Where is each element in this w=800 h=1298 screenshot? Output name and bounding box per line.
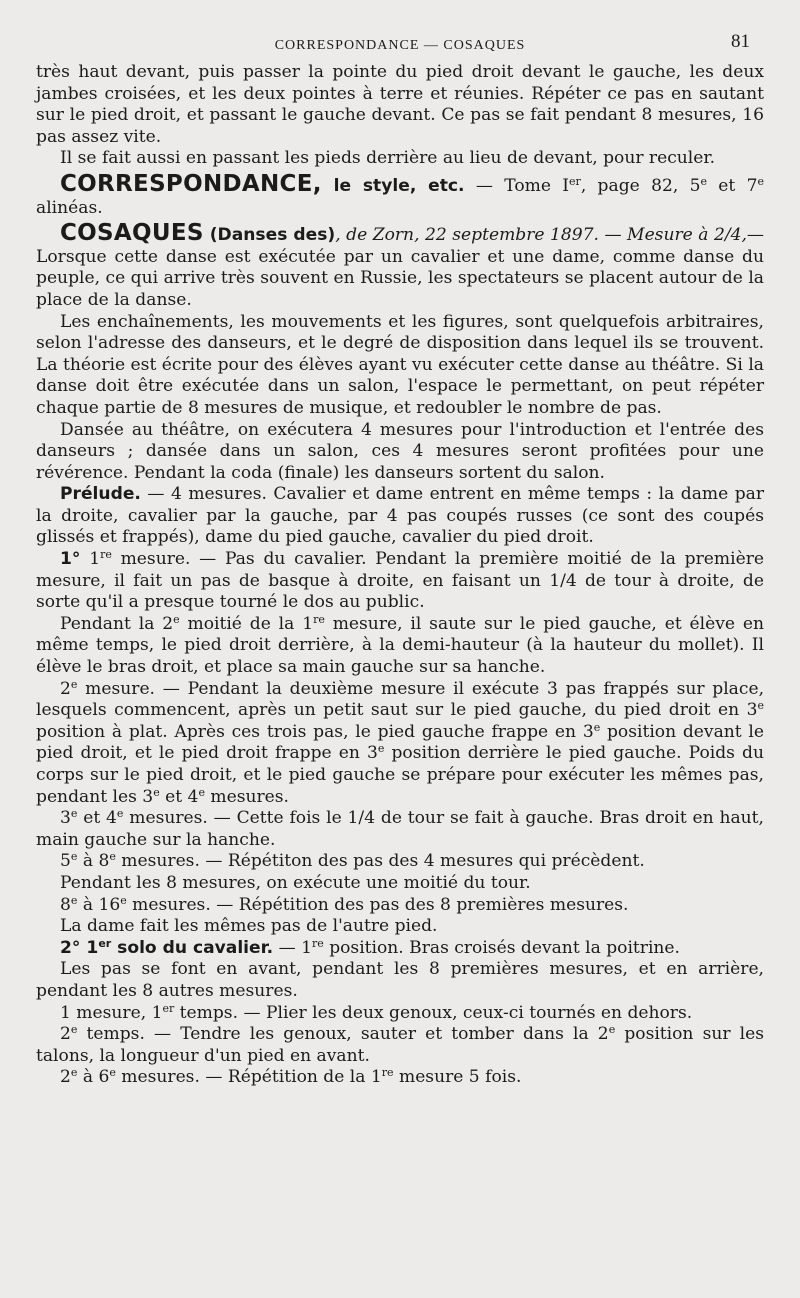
page-number: 81 xyxy=(731,31,750,52)
paragraph: Pendant la 2e moitié de la 1re mesure, il saute sur le pied gauche, et élève en même temps, le pied droit derrière, à la demi-hauteur (à la hauteur du mollet). Il élève le bras droit, et place sa main gauche sur sa hanche. xyxy=(36,612,764,678)
entry-subtitle: (Danses des) xyxy=(203,225,336,246)
paragraph: 2e mesure. — Pendant la deuxième mesure il exécute 3 pas frappés sur place, lesquels commencent, après un petit saut sur le pied gauche, du pied droit en 3e position à plat. Après ces trois pas, le pied gauche frappe en 3e position devant le pied droit, et le pied droit frappe en 3e position derrière le pied gauche. Poids du corps sur le pied droit, et le pied gauche se prépare pour exécuter les mêmes pas, pendant les 3e et 4e mesures. xyxy=(36,677,764,807)
section-heading: Prélude. xyxy=(60,484,141,505)
entry-heading: CORRESPONDANCE, xyxy=(60,170,322,197)
paragraph-text: Il se fait aussi en passant les pieds derrière au lieu de devant, pour reculer. xyxy=(60,148,716,169)
section-heading: solo du cavalier. xyxy=(111,937,274,958)
paragraph: 5e à 8e mesures. — Répétiton des pas des 4 mesures qui précèdent. xyxy=(60,850,645,872)
paragraph: 3e et 4e mesures. — Cette fois le 1/4 de tour se fait à gauche. Bras droit en haut, main gauche sur la hanche. xyxy=(36,807,764,850)
paragraph: 1° 1re mesure. — Pas du cavalier. Pendant la première moitié de la première mesure, il fait un pas de basque à droite, en faisant un 1/4 de tour à droite, de sorte qu'il a presque tourné le dos au public. xyxy=(36,548,764,613)
entry-subtitle: le style, etc. xyxy=(321,175,465,196)
entry-heading: COSAQUES xyxy=(60,220,204,247)
body-text xyxy=(36,62,764,1089)
paragraph xyxy=(36,148,764,170)
paragraph: 8e à 16e mesures. — Répétition des pas des 8 premières mesures. xyxy=(60,893,629,915)
paragraph: Pendant les 8 mesures, on exécute une moitié du tour. xyxy=(60,872,531,893)
prelude-paragraph: Prélude. — 4 mesures. Cavalier et dame entrent en même temps : la dame par la droite, cavalier par la gauche, par 4 pas coupés russes (ce sont des coupés glissés et frappés), dame du pied gauche, cavalier du pied droit. xyxy=(36,484,764,548)
paragraph: Les pas se font en avant, pendant les 8 premières mesures, et en arrière, pendant les 8 autres mesures. xyxy=(36,959,764,1001)
solo-paragraph: 2° 1er solo du cavalier. — 1re position. Bras croisés devant la poitrine. xyxy=(60,936,680,958)
paragraph-text: très haut devant, puis passer la pointe du pied droit devant le gauche, les deux jambes croisées, et les deux pointes à terre et réunies. Répéter ce pas en sautant sur le pied droit, et passant le gauche devant. Ce pas se fait pendant 8 mesures, 16 pas assez vite. xyxy=(36,62,764,147)
paragraph: La dame fait les mêmes pas de l'autre pied. xyxy=(60,916,438,937)
running-title: CORRESPONDANCE — COSAQUES xyxy=(274,38,526,53)
running-head xyxy=(36,28,764,62)
entry-correspondance: CORRESPONDANCE, le style, etc. — Tome Ier, page 82, 5e et 7e alinéas. xyxy=(36,170,764,218)
paragraph: Dansée au théâtre, on exécutera 4 mesures pour l'introduction et l'entrée des danseurs ; dansée dans un salon, ces 4 mesures seront profitées pour une révérence. Pendant la coda (finale) les danseurs sortent du salon. xyxy=(36,419,764,483)
paragraph: 2e à 6e mesures. — Répétition de la 1re mesure 5 fois. xyxy=(60,1066,522,1088)
paragraph xyxy=(36,62,764,148)
entry-author: , de Zorn, 22 septembre 1897. — Mesure à 2/4, xyxy=(335,225,747,246)
entry-cosaques: COSAQUES (Danses des), de Zorn, 22 septembre 1897. — Mesure à 2/4,— Lorsque cette danse est exécutée par un cavalier et une dame, comme danse du peuple, ce qui arrive très souvent en Russie, les spectateurs se placent autour de la place de la danse. xyxy=(36,220,764,310)
paragraph: Les enchaînements, les mouvements et les figures, sont quelquefois arbitraires, selon l'adresse des danseurs, et le degré de disposition dans lequel ils se trouvent. La théorie est écrite pour des élèves ayant vu exécuter cette danse au théâtre. Si la danse doit être exécutée dans un salon, l'espace le permettant, on peut répéter chaque partie de 8 mesures de musique, et redoubler le nombre de pas. xyxy=(36,311,764,418)
paragraph: 1 mesure, 1er temps. — Plier les deux genoux, ceux-ci tournés en dehors. xyxy=(60,1001,693,1023)
paragraph: 2e temps. — Tendre les genoux, sauter et tomber dans la 2e position sur les talons, la longueur d'un pied en avant. xyxy=(36,1023,765,1066)
